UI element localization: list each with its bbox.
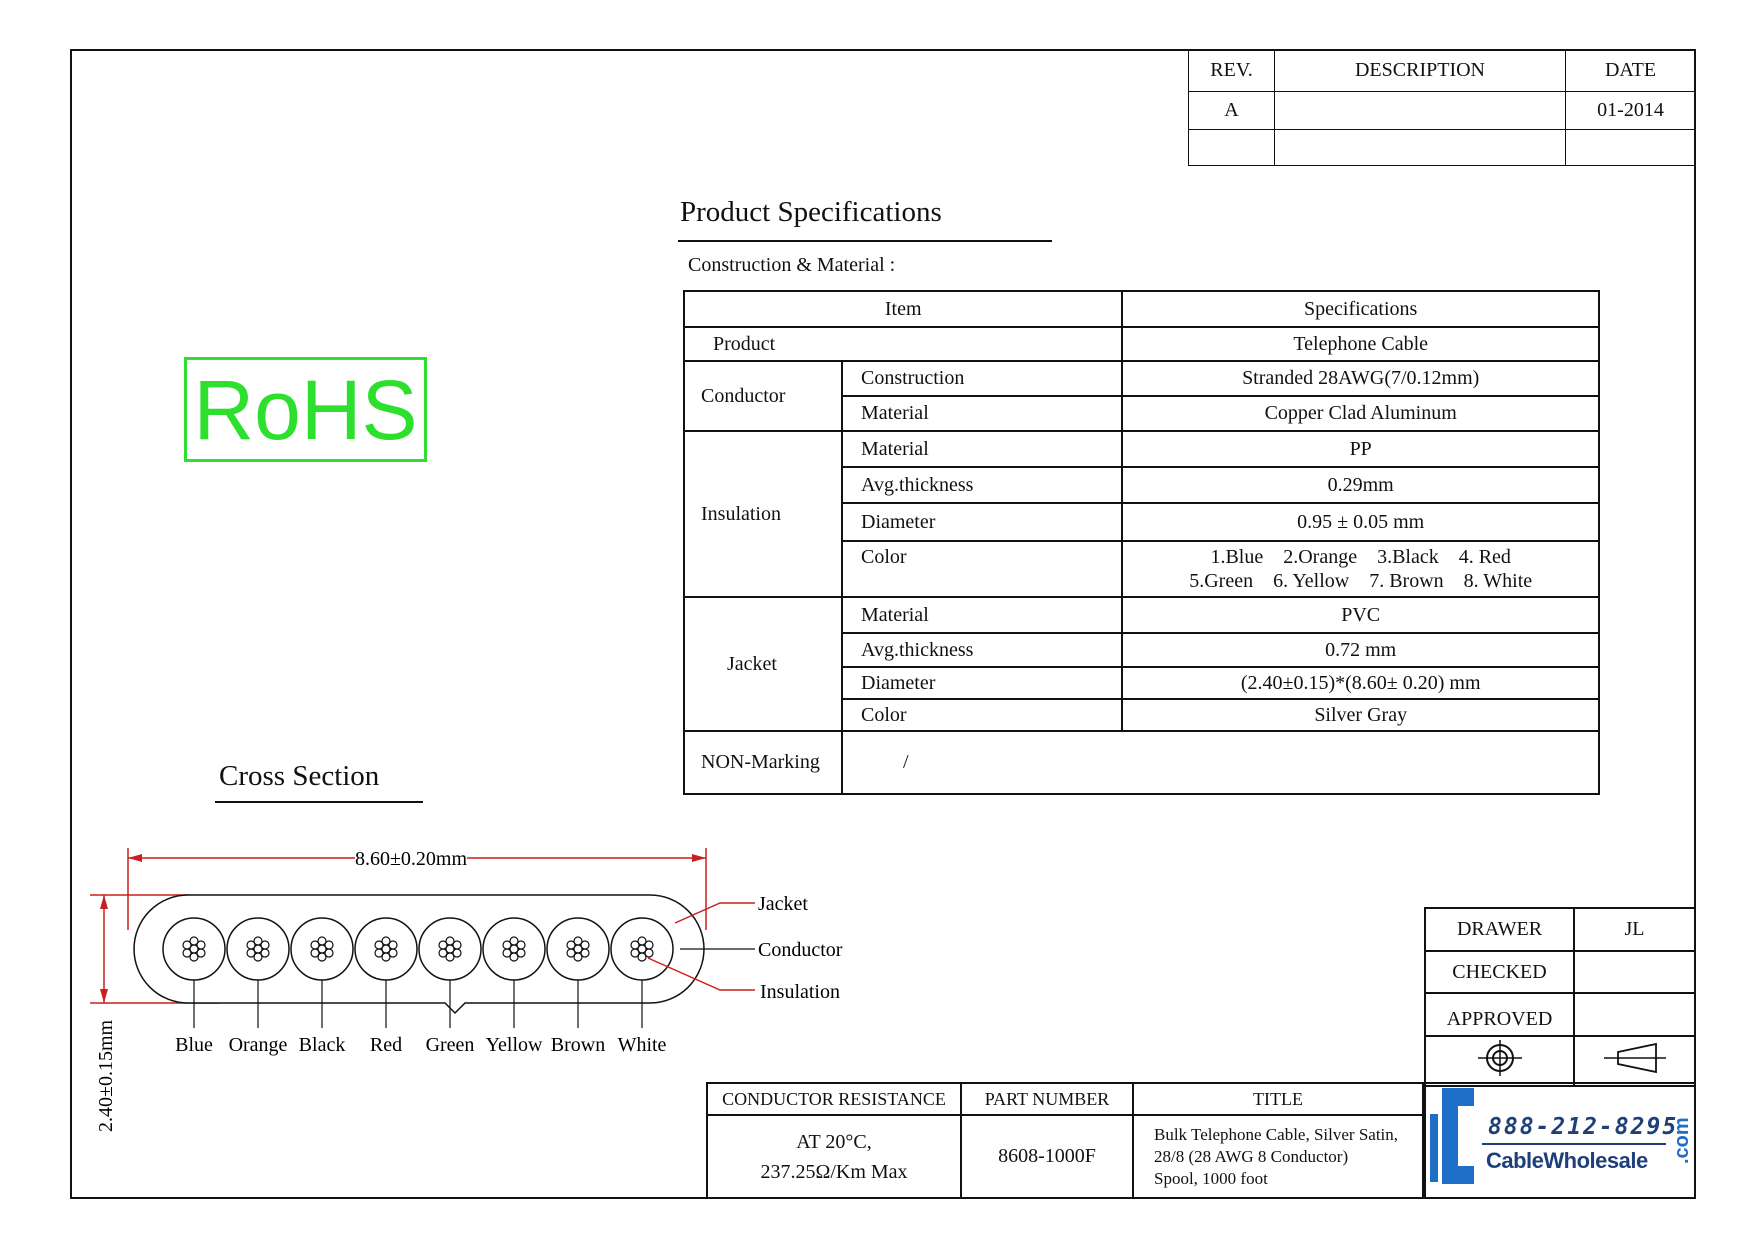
resistance-line1: AT 20°C, bbox=[796, 1130, 872, 1153]
conductor-construction-value: Stranded 28AWG(7/0.12mm) bbox=[1122, 361, 1599, 396]
jacket-thickness-value: 0.72 mm bbox=[1122, 633, 1599, 667]
jacket-material-label: Material bbox=[842, 597, 1122, 633]
insulation-material-label: Material bbox=[842, 431, 1122, 467]
drawer-label: DRAWER bbox=[1425, 908, 1574, 951]
title-line2: 28/8 (28 AWG 8 Conductor) bbox=[1154, 1146, 1349, 1166]
logo-phone: 888-212-8295 bbox=[1488, 1114, 1679, 1140]
resistance-header: CONDUCTOR RESISTANCE bbox=[707, 1083, 961, 1115]
conductor-construction-label: Construction bbox=[842, 361, 1122, 396]
cross-section-title: Cross Section bbox=[219, 760, 380, 792]
insulation-material-value: PP bbox=[1122, 431, 1599, 467]
wire-label-green: Green bbox=[425, 1034, 475, 1056]
signoff-table bbox=[1424, 907, 1696, 1087]
jacket-color-label: Color bbox=[842, 699, 1122, 731]
item-header: Item bbox=[684, 291, 1122, 327]
insulation-thickness-value: 0.29mm bbox=[1122, 467, 1599, 503]
description-header: DESCRIPTION bbox=[1275, 50, 1566, 92]
insulation-color-line2: 5.Green 6. Yellow 7. Brown 8. White bbox=[1189, 570, 1533, 592]
insulation-color-line1: 1.Blue 2.Orange 3.Black 4. Red bbox=[1210, 546, 1511, 568]
product-value: Telephone Cable bbox=[1122, 327, 1599, 361]
jacket-diameter-value: (2.40±0.15)*(8.60± 0.20) mm bbox=[1122, 667, 1599, 699]
jacket-thickness-label: Avg.thickness bbox=[842, 633, 1122, 667]
checked-value bbox=[1574, 951, 1695, 993]
title-line1: Bulk Telephone Cable, Silver Satin, bbox=[1154, 1124, 1399, 1144]
rohs-mark: RoHS bbox=[184, 357, 427, 462]
title-block bbox=[706, 1082, 1424, 1199]
description-value bbox=[1275, 92, 1566, 130]
height-dimension: 2.40±0.15mm bbox=[95, 1019, 117, 1132]
wire-label-yellow: Yellow bbox=[485, 1034, 543, 1056]
conductor-label: Conductor bbox=[684, 361, 842, 431]
resistance-line2: 237.25Ω/Km Max bbox=[760, 1160, 908, 1183]
conductor-callout: Conductor bbox=[758, 939, 843, 961]
date-value: 01-2014 bbox=[1566, 92, 1696, 130]
jacket-label: Jacket bbox=[684, 597, 842, 731]
projection-symbol-icon bbox=[1574, 1036, 1695, 1086]
date-header: DATE bbox=[1566, 50, 1696, 92]
jacket-color-value: Silver Gray bbox=[1122, 699, 1599, 731]
page-title: Product Specifications bbox=[680, 196, 942, 228]
insulation-diameter-label: Diameter bbox=[842, 503, 1122, 541]
jacket-callout: Jacket bbox=[758, 893, 808, 915]
rev-value: A bbox=[1189, 92, 1275, 130]
insulation-thickness-label: Avg.thickness bbox=[842, 467, 1122, 503]
wire-label-blue: Blue bbox=[175, 1034, 213, 1056]
wire-label-brown: Brown bbox=[550, 1034, 606, 1056]
insulation-color-value bbox=[1122, 541, 1599, 597]
spec-table bbox=[683, 290, 1600, 795]
revision-table bbox=[1188, 49, 1696, 166]
wire-label-black: Black bbox=[298, 1034, 346, 1056]
conductor-material-value: Copper Clad Aluminum bbox=[1122, 396, 1599, 431]
spec-header: Specifications bbox=[1122, 291, 1599, 327]
wire-label-white: White bbox=[617, 1034, 667, 1056]
part-number-header: PART NUMBER bbox=[961, 1083, 1133, 1115]
marking-label: NON-Marking bbox=[684, 731, 842, 794]
product-label: Product bbox=[684, 327, 1122, 361]
rev-header: REV. bbox=[1189, 50, 1275, 92]
approved-value bbox=[1574, 993, 1695, 1036]
checked-label: CHECKED bbox=[1425, 951, 1574, 993]
cross-section-underline bbox=[215, 801, 423, 803]
width-dimension: 8.60±0.20mm bbox=[354, 848, 468, 870]
rev-empty bbox=[1189, 130, 1275, 166]
third-angle-crosshair-icon bbox=[1425, 1036, 1574, 1086]
logo-dotcom: .com bbox=[1671, 1117, 1693, 1164]
title-header: TITLE bbox=[1133, 1083, 1423, 1115]
wire-label-orange: Orange bbox=[228, 1034, 288, 1056]
insulation-callout: Insulation bbox=[760, 981, 840, 1003]
section-subtitle: Construction & Material : bbox=[688, 254, 896, 276]
part-number-value: 8608-1000F bbox=[961, 1115, 1133, 1198]
jacket-diameter-label: Diameter bbox=[842, 667, 1122, 699]
date-empty bbox=[1566, 130, 1696, 166]
description-empty bbox=[1275, 130, 1566, 166]
resistance-value bbox=[707, 1115, 961, 1198]
insulation-color-label: Color bbox=[842, 541, 1122, 597]
insulation-label: Insulation bbox=[684, 431, 842, 597]
cablewholesale-logo bbox=[1424, 1082, 1696, 1199]
marking-value: / bbox=[842, 731, 1599, 794]
jacket-material-value: PVC bbox=[1122, 597, 1599, 633]
approved-label: APPROVED bbox=[1425, 993, 1574, 1036]
wire-label-red: Red bbox=[369, 1034, 403, 1056]
drawer-value: JL bbox=[1574, 908, 1695, 951]
logo-brand: CableWholesale bbox=[1486, 1148, 1648, 1173]
title-underline bbox=[678, 240, 1052, 242]
insulation-diameter-value: 0.95 ± 0.05 mm bbox=[1122, 503, 1599, 541]
title-line3: Spool, 1000 foot bbox=[1154, 1168, 1268, 1188]
title-value bbox=[1133, 1115, 1423, 1198]
conductor-material-label: Material bbox=[842, 396, 1122, 431]
